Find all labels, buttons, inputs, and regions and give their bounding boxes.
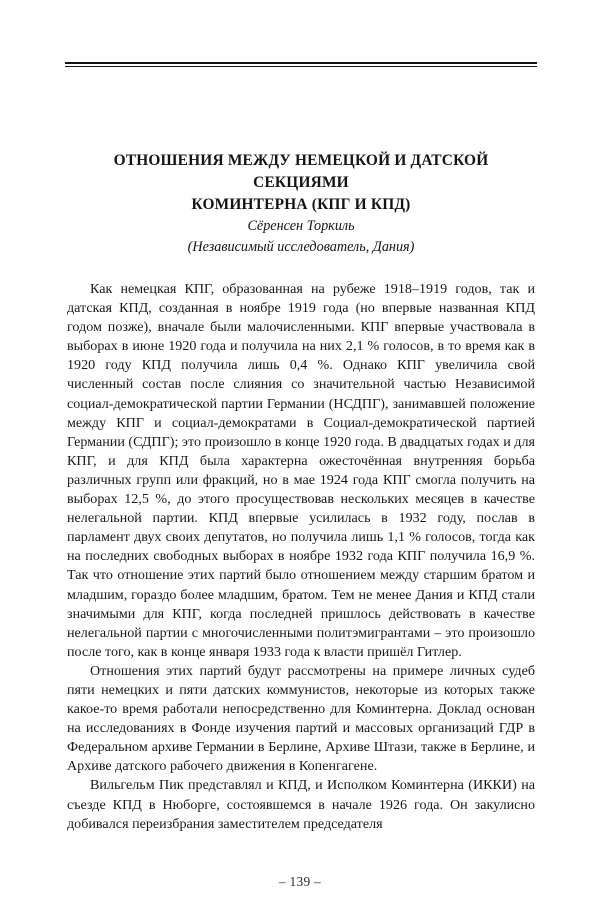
rule-thin-line: [65, 66, 537, 67]
page-title-line-1: ОТНОШЕНИЯ МЕЖДУ НЕМЕЦКОЙ И ДАТСКОЙ СЕКЦИЯМИ: [113, 152, 489, 191]
paragraph: Вильгельм Пик представлял и КПД, и Исполком Коминтерна (ИККИ) на съезде КПД в Нюборге, состоявшемся в начале 1926 года. Он закулисно добивался переизбрания заместителем председателя: [67, 777, 535, 832]
author-name: Сёренсен Торкиль: [247, 218, 355, 234]
paragraph: Как немецкая КПГ, образованная на рубеже 1918–1919 годов, так и датская КПД, созданная в ноябре 1919 года (но впервые названная КПД годом позже), вначале были малочисленными. КПГ впервые участвовала в выборах в июне 1920 года и получила на них 2,1 % голосов, в то время как в 1920 году КПД получила лишь 0,4 %. Однако КПГ увеличила свой численный состав после слияния со значительной частью Независимой социал-демократической партии Германии (НСДПГ), занимавшей положение между КПГ и социал-демократами в Социал-демократической партией Германии (СДПГ); это произошло в конце 1920 года. В двадцатых годах и для КПГ, и для КПД была характерна ожесточённая внутренняя борьба различных групп или фракций, но в мае 1924 года КПГ смогла получить на выборах 12,5 %, до этого просуществовав нескольких месяцев в качестве нелегальной партии. КПД впервые усилилась в 1932 году, послав в парламент двух своих депутатов, но получила лишь 1,1 % голосов, тогда как на последних свободных выборах в ноябре 1932 года КПГ получила 16,9 %. Так что отношение этих партий было отношением между старшим братом и младшим, гораздо более младшим, братом. Тем не менее Дания и КПД стали значимыми для КПГ, когда последней пришлось действовать в качестве нелегальной партии с многочисленными политэмигрантами – это произошло после того, как в конце января 1933 года к власти пришёл Гитлер.: [67, 281, 535, 660]
author-affiliation: (Независимый исследователь, Дания): [187, 239, 415, 255]
paragraph: Отношения этих партий будут рассмотрены на примере личных судеб пяти немецких и пяти датских коммунистов, некоторые из которых также какое-то время работали непосредственно для Коминтерна. Доклад основан на исследованиях в Фонде изучения партий и массовых организаций ГДР в Федеральном архиве Германии в Берлине, Архиве Штази, также в Берлине, и Архиве датского рабочего движения в Копенгагене.: [67, 662, 535, 775]
title-block: [67, 150, 535, 216]
body-text: [67, 280, 535, 834]
top-double-rule: [65, 62, 537, 67]
page-number: – 139 –: [278, 874, 322, 889]
page-title-line-2: КОМИНТЕРНА (КПГ И КПД): [191, 196, 411, 213]
author-block: [67, 216, 535, 258]
page-title: [67, 150, 535, 216]
